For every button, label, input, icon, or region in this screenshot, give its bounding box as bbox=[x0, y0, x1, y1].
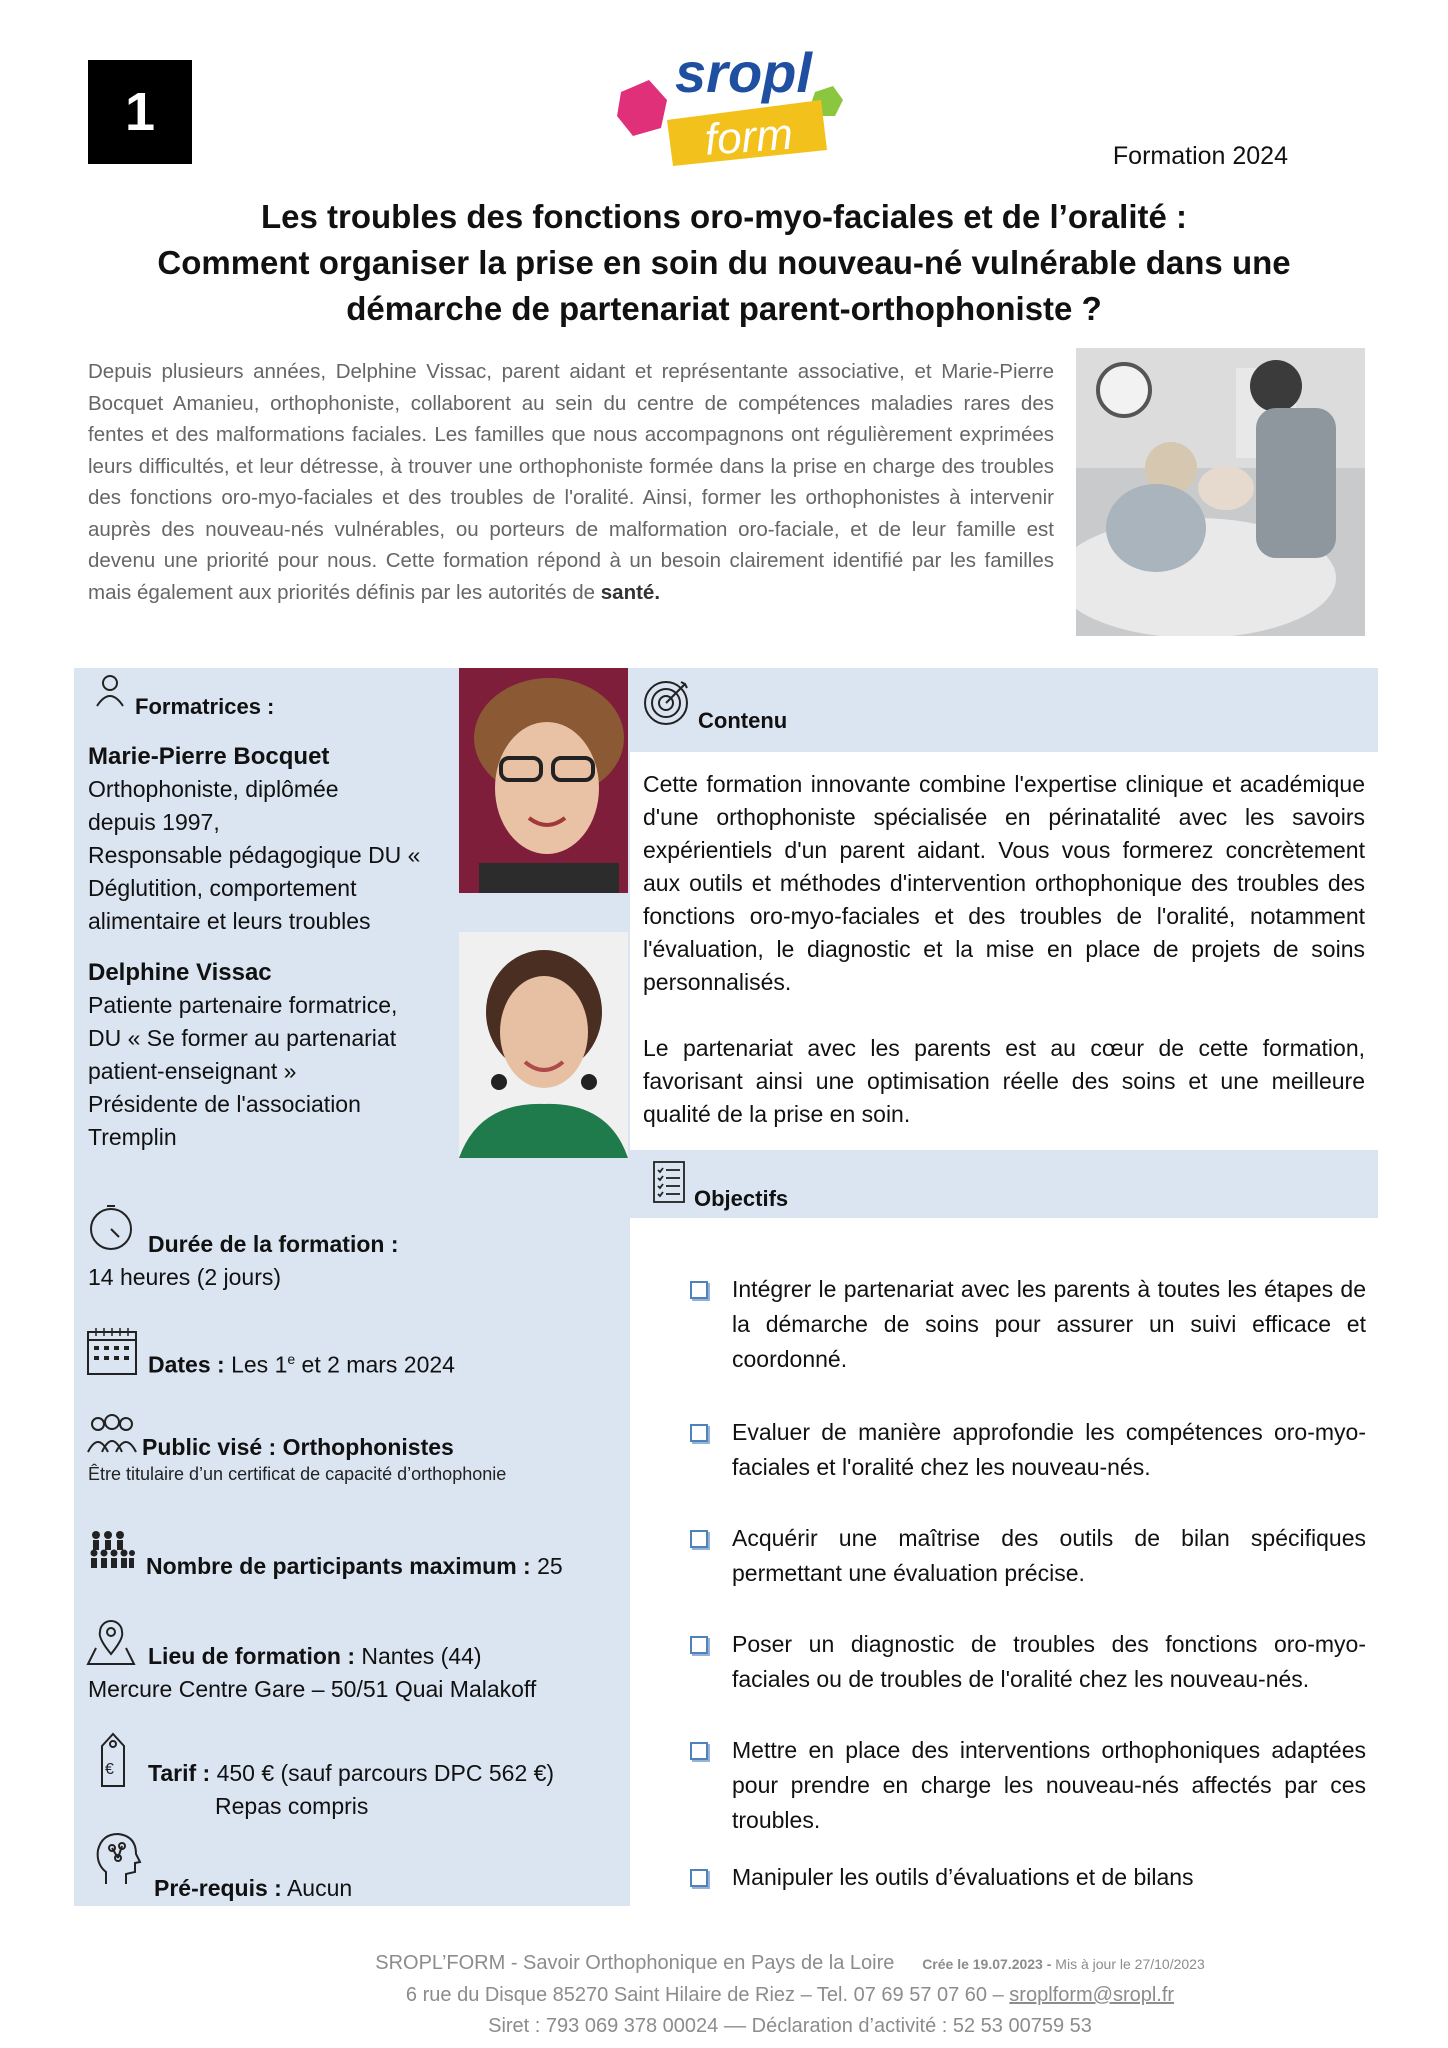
location-pin-icon bbox=[86, 1618, 136, 1673]
contenu-paragraph-2: Le partenariat avec les parents est au cœur de cette formation, favorisant ainsi une optimisation réelle des soins et une meilleure qualité de la prise en soin. bbox=[643, 1035, 1365, 1127]
objectif-text: Intégrer le partenariat avec les parents à toutes les étapes de la démarche de soins pour assurer un suivi efficace et coordonné. bbox=[732, 1276, 1366, 1372]
footer-org: SROPL’FORM - Savoir Orthophonique en Pays de la Loire bbox=[375, 1952, 895, 1974]
prereq-line bbox=[154, 1872, 352, 1905]
objectif-text: Manipuler les outils d’évaluations et de bilans bbox=[732, 1864, 1194, 1890]
footer-address: 6 rue du Disque 85270 Saint Hilaire de Riez – Tel. 07 69 57 07 60 – bbox=[405, 1984, 1004, 2006]
title-line-3: démarche de partenariat parent-orthophoniste ? bbox=[346, 290, 1102, 327]
hero-photo-nurse-with-newborn bbox=[1076, 348, 1365, 636]
footer bbox=[200, 1948, 1380, 2042]
trainer-1-line: alimentaire et leurs troubles bbox=[88, 908, 371, 934]
footer-siret: Siret : 793 069 378 00024 –– Déclaration d’activité : 52 53 00759 53 bbox=[488, 2015, 1092, 2037]
participants-label: Nombre de participants maximum : bbox=[146, 1553, 531, 1579]
trainer-icon bbox=[92, 672, 128, 713]
intro-bold-word: santé. bbox=[600, 580, 661, 604]
trainer-2-line: Présidente de l'association bbox=[88, 1091, 361, 1117]
public-label: Public visé : Orthophonistes bbox=[142, 1434, 454, 1460]
objectif-item bbox=[688, 1627, 1366, 1697]
document-number-badge bbox=[88, 60, 192, 164]
footer-email-link[interactable]: sroplform@sropl.fr bbox=[1009, 1984, 1175, 2006]
objectif-text: Mettre en place des interventions orthophoniques adaptées pour prendre en charge les nouveau-nés affectés par ces troubles. bbox=[732, 1737, 1366, 1833]
trainer-1-line: Déglutition, comportement bbox=[88, 875, 357, 901]
stopwatch-icon bbox=[86, 1202, 136, 1257]
formation-year: Formation 2024 bbox=[1112, 142, 1288, 170]
participants-value: 25 bbox=[537, 1553, 563, 1579]
page-title bbox=[80, 194, 1368, 332]
svg-text:€: € bbox=[105, 1761, 114, 1778]
dates-line bbox=[148, 1343, 455, 1382]
trainer-1-block bbox=[88, 740, 448, 938]
contenu-body bbox=[643, 768, 1365, 1131]
public-note: Être titulaire d’un certificat de capacité d’orthophonie bbox=[88, 1464, 507, 1484]
title-line-1: Les troubles des fonctions oro-myo-faciales et de l’oralité : bbox=[260, 198, 1188, 235]
intro-text: Depuis plusieurs années, Delphine Vissac, parent aidant et représentante associative, et Marie-Pierre Bocquet Amanieu, orthophoniste, collaborent au sein du centre de compétences maladies rares des fentes et des malformations faciales. Les familles que nous accompagnons ont régulièrement exprimées leurs difficultés, et leur détresse, à trouver une orthophoniste formée dans la prise en charge des troubles des fonctions oro-myo-faciales et des troubles de l'oralité. Ainsi, former les orthophonistes à intervenir auprès des nouveau-nés vulnérables, ou porteurs de malformation oro-faciale, et de leur famille est devenu une priorité pour nous. Cette formation répond à un besoin clairement identifié par les familles mais également aux priorités définis par les autorités de bbox=[88, 360, 1054, 604]
dates-label: Dates : bbox=[148, 1351, 225, 1378]
prereq-value: Aucun bbox=[286, 1875, 353, 1901]
trainer-1-line: Responsable pédagogique DU « bbox=[88, 842, 421, 868]
objectif-text: Poser un diagnostic de troubles des fonctions oro-myo-faciales ou de troubles de l'oralité chez les nouveau-nés. bbox=[732, 1631, 1366, 1692]
document-number: 1 bbox=[124, 82, 156, 142]
dates-superscript: e bbox=[287, 1351, 296, 1367]
logo-pink-hexagon bbox=[617, 80, 667, 136]
objectif-item bbox=[688, 1733, 1366, 1838]
objectif-text: Acquérir une maîtrise des outils de bilan spécifiques permettant une évaluation précise. bbox=[732, 1525, 1366, 1586]
trainer-2-name: Delphine Vissac bbox=[88, 959, 272, 986]
logo-text-top: sropl bbox=[675, 41, 812, 104]
trainers-heading: Formatrices : bbox=[135, 694, 275, 719]
tarif-label: Tarif : bbox=[148, 1760, 211, 1786]
lieu-address: Mercure Centre Gare – 50/51 Quai Malakoff bbox=[88, 1676, 537, 1702]
objectifs-header bbox=[630, 1150, 1378, 1218]
intro-paragraph bbox=[88, 356, 1054, 608]
head-brain-icon bbox=[92, 1830, 142, 1891]
tarif-note: Repas compris bbox=[215, 1793, 369, 1819]
objectifs-list bbox=[688, 1272, 1366, 1895]
price-tag-icon bbox=[96, 1732, 130, 1793]
lieu-value: Nantes (44) bbox=[361, 1643, 482, 1669]
calendar-icon bbox=[86, 1326, 138, 1381]
prereq-label: Pré-requis : bbox=[154, 1875, 282, 1901]
people-group-icon bbox=[86, 1412, 138, 1461]
trainer-2-line: patient-enseignant » bbox=[88, 1058, 297, 1084]
trainer-photo-marie-pierre-bocquet bbox=[459, 668, 628, 893]
contenu-header bbox=[630, 668, 1378, 752]
participants-line bbox=[146, 1550, 563, 1583]
trainer-2-line: DU « Se former au partenariat bbox=[88, 1025, 397, 1051]
objectif-item bbox=[688, 1272, 1366, 1377]
participants-icon bbox=[88, 1530, 136, 1575]
logo-graphic bbox=[615, 30, 855, 170]
footer-line-2 bbox=[200, 1980, 1380, 2011]
checkbox-bullet-icon bbox=[690, 1530, 708, 1548]
footer-line-1 bbox=[200, 1948, 1380, 1980]
trainer-2-line: Tremplin bbox=[88, 1124, 177, 1150]
trainer-2-line: Patiente partenaire formatrice, bbox=[88, 992, 398, 1018]
checkbox-bullet-icon bbox=[690, 1742, 708, 1760]
trainer-1-line: depuis 1997, bbox=[88, 809, 220, 835]
trainer-2-block bbox=[88, 956, 448, 1154]
dates-value-a: Les 1 bbox=[231, 1351, 288, 1378]
contenu-heading: Contenu bbox=[698, 708, 788, 733]
duree-label: Durée de la formation : bbox=[148, 1231, 399, 1257]
trainer-1-line: Orthophoniste, diplômée bbox=[88, 776, 339, 802]
dates-value-b: et 2 mars 2024 bbox=[295, 1351, 455, 1378]
checkbox-bullet-icon bbox=[690, 1636, 708, 1654]
trainer-1-name: Marie-Pierre Bocquet bbox=[88, 743, 330, 770]
footer-created: Crée le 19.07.2023 - bbox=[922, 1956, 1052, 1972]
objectif-item bbox=[688, 1860, 1366, 1895]
checkbox-bullet-icon bbox=[690, 1424, 708, 1442]
objectif-item bbox=[688, 1415, 1366, 1485]
checkbox-bullet-icon bbox=[690, 1869, 708, 1887]
footer-updated: Mis à jour le 27/10/2023 bbox=[1055, 1956, 1205, 1972]
lieu-label: Lieu de formation : bbox=[148, 1643, 355, 1669]
tarif-value: 450 € (sauf parcours DPC 562 €) bbox=[216, 1760, 555, 1786]
trainer-photo-delphine-vissac bbox=[459, 932, 628, 1158]
tarif-line bbox=[148, 1757, 554, 1790]
lieu-line bbox=[148, 1640, 482, 1673]
objectif-item bbox=[688, 1521, 1366, 1591]
objectifs-heading: Objectifs bbox=[694, 1186, 789, 1211]
checklist-icon bbox=[652, 1160, 686, 1209]
checkbox-bullet-icon bbox=[690, 1281, 708, 1299]
duree-value: 14 heures (2 jours) bbox=[88, 1264, 282, 1290]
logo-text-bottom: form bbox=[703, 109, 795, 165]
target-icon bbox=[641, 678, 691, 733]
title-line-2: Comment organiser la prise en soin du nouveau-né vulnérable dans une bbox=[157, 244, 1291, 281]
objectif-text: Evaluer de manière approfondie les compétences oro-myo-faciales et l'oralité chez les nouveau-nés. bbox=[732, 1419, 1366, 1480]
contenu-paragraph-1: Cette formation innovante combine l'expertise clinique et académique d'une orthophoniste spécialisée en périnatalité avec les savoirs expérientiels d'un parent aidant. Vous vous formerez concrètement aux outils et méthodes d'intervention orthophonique des troubles des fonctions oro-myo-faciales et des troubles de l'oralité, notamment l'évaluation, le diagnostic et la mise en place de projets de soins personnalisés. bbox=[643, 771, 1365, 995]
sroplform-logo bbox=[615, 30, 855, 170]
